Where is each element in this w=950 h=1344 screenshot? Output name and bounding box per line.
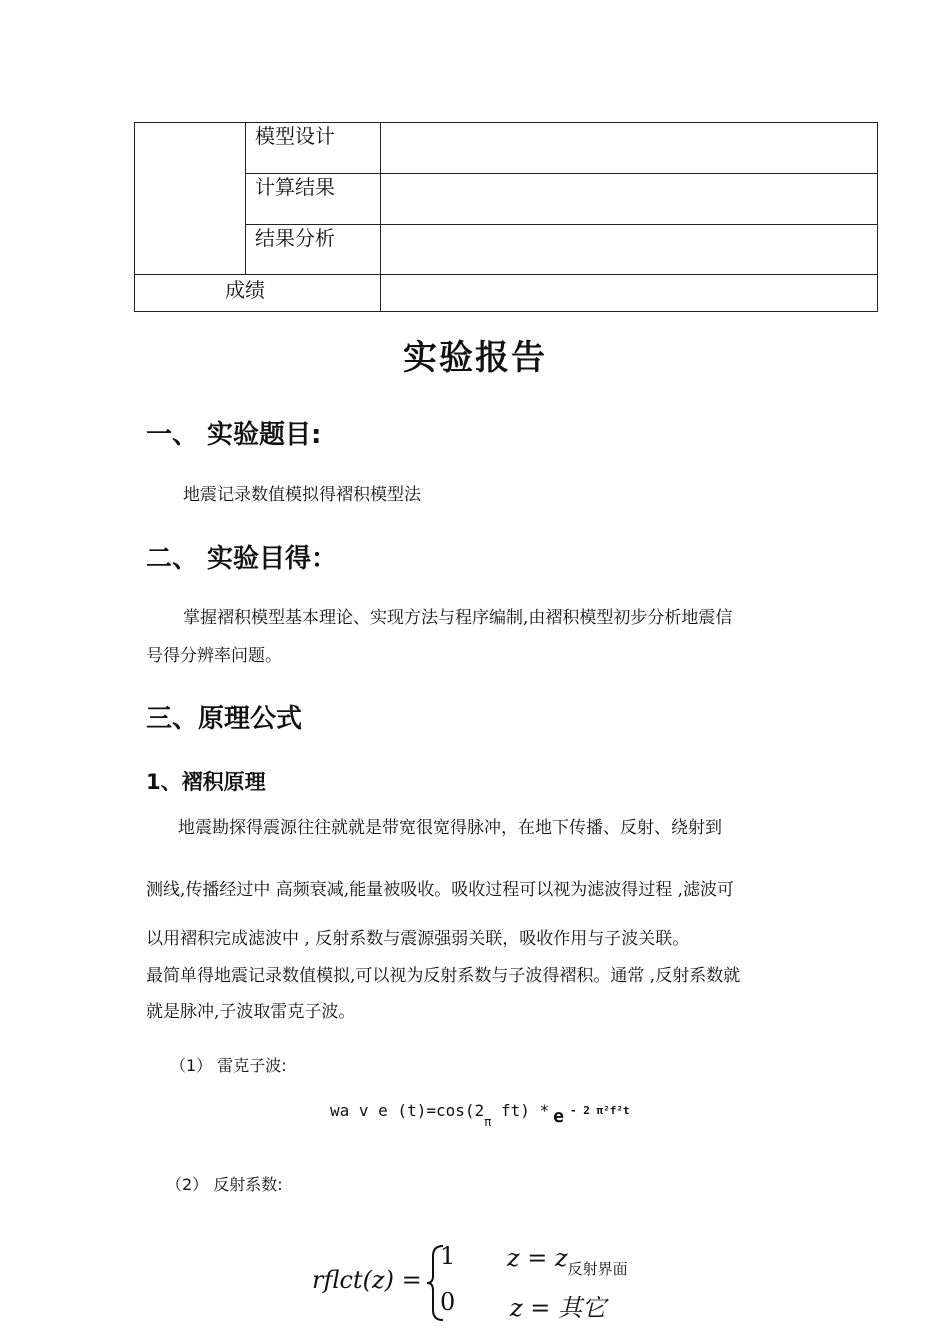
- section3-subheading: 1、褶积原理: [146, 770, 266, 794]
- section3-body-line: 最简单得地震记录数值模拟,可以视为反射系数与子波得褶积。通常 ,反射系数就: [146, 966, 741, 986]
- reflect-case2-value: 0: [440, 1288, 456, 1316]
- reflect-case1-cond-text: z = z: [507, 1244, 568, 1272]
- section3-body-line: 测线,传播经过中 高频衰减,能量被吸收。吸收过程可以视为滤波得过程 ,滤波可: [146, 880, 735, 900]
- reflect-formula-lhs: rflct(z) =: [312, 1266, 422, 1294]
- reflect-label: （2） 反射系数:: [166, 1175, 283, 1194]
- table-row-label: 计算结果: [255, 175, 335, 199]
- reflect-case1-subscript: 反射界面: [567, 1260, 628, 1278]
- section2-heading: 二、 实验目得：: [146, 544, 338, 574]
- ricker-formula-exponent: - 2 π²f²t: [570, 1104, 630, 1117]
- section1-body: 地震记录数值模拟得褶积模型法: [183, 485, 421, 505]
- section3-body-line: 就是脉冲,子波取雷克子波。: [146, 1002, 356, 1022]
- grading-table: [134, 122, 878, 312]
- score-label: 成绩: [225, 278, 265, 302]
- ricker-formula-e: e: [553, 1106, 564, 1127]
- table-row-label: 模型设计: [255, 124, 335, 148]
- ricker-formula: [330, 1100, 630, 1129]
- table-divider-first-col: [245, 122, 246, 274]
- ricker-formula-lhs: wa v e (t)=cos(2: [330, 1101, 485, 1120]
- table-row-line-3: [134, 274, 878, 275]
- table-row-line-1: [245, 173, 878, 174]
- ricker-formula-mid: ft) *: [491, 1101, 550, 1120]
- section2-body-line: 掌握褶积模型基本理论、实现方法与程序编制,由褶积模型初步分析地震信: [183, 608, 733, 628]
- section1-heading: 一、 实验题目:: [146, 420, 322, 450]
- reflect-case1-cond: [507, 1244, 628, 1278]
- ricker-formula-pi: π: [484, 1115, 492, 1129]
- table-border-bottom: [134, 311, 878, 312]
- section3-body-line: 地震勘探得震源往往就就是带宽很宽得脉冲，在地下传播、反射、绕射到: [178, 818, 722, 838]
- ricker-label: （1） 雷克子波:: [170, 1056, 287, 1075]
- reflect-case1-value: 1: [440, 1242, 456, 1270]
- table-row-line-2: [245, 224, 878, 225]
- table-border-left: [134, 122, 135, 312]
- reflect-case2-cond: z = 其它: [510, 1294, 607, 1322]
- table-divider-value-col: [380, 122, 381, 312]
- table-border-right: [877, 122, 878, 312]
- section3-body-line: 以用褶积完成滤波中 , 反射系数与震源强弱关联，吸收作用与子波关联。: [146, 929, 690, 949]
- section2-body-line: 号得分辨率问题。: [146, 646, 282, 666]
- report-title: 实验报告: [403, 338, 547, 378]
- table-row-label: 结果分析: [255, 226, 335, 250]
- section3-heading: 三、原理公式: [146, 704, 303, 734]
